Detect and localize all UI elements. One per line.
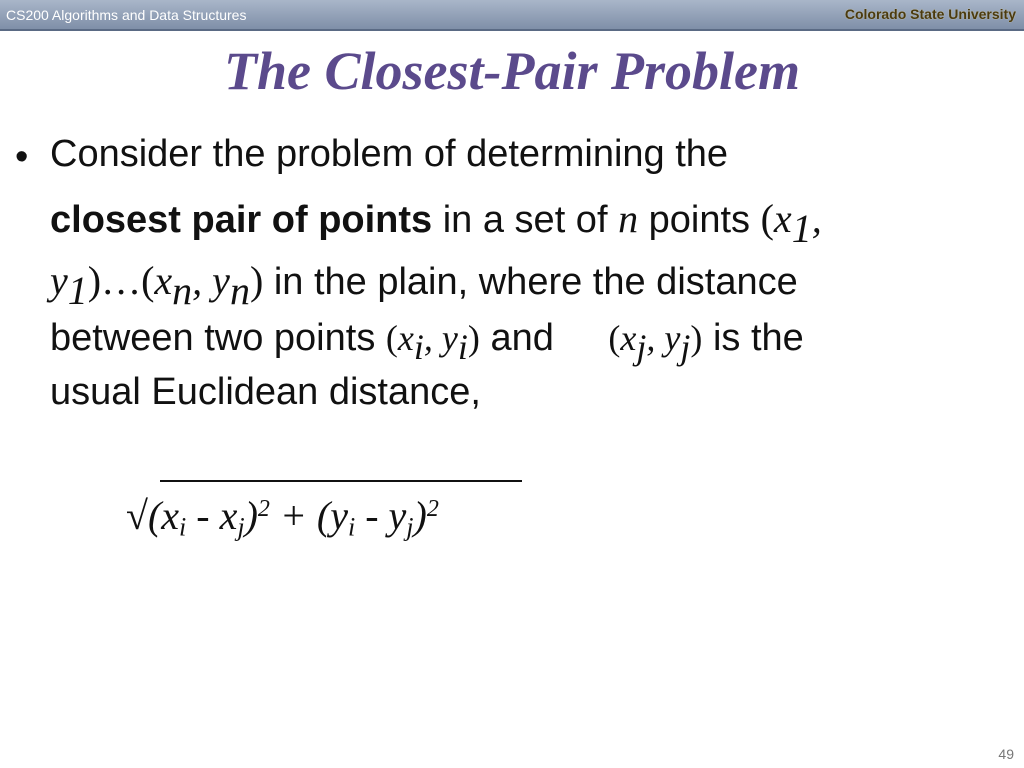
ellipsis-paren: )…( [87,258,155,303]
paren-close: ) [690,318,703,358]
comma: , [423,318,442,358]
var-yn: y [212,258,230,303]
sqrt-symbol: √ [126,493,148,538]
paren-open: ( [760,196,774,241]
university-name: Colorado State University [844,6,1016,22]
comma: , [646,318,665,358]
line-5-text: usual Euclidean distance, [50,371,481,413]
var-y1: y [50,258,68,303]
sub-1: 1 [791,206,812,251]
paren-close: ) [467,318,480,358]
bullet-line-3 [50,257,798,313]
and-text: and [479,317,565,359]
sub-1: 1 [67,268,88,313]
formula-part: - y [355,493,407,538]
formula-exponent-2: 2 [426,495,439,522]
comma: , [192,258,213,303]
line-2-text: in a set of [432,199,619,241]
formula-part: ) [244,493,258,538]
slide-header-bar [0,0,1024,31]
paren-open: ( [385,318,398,358]
course-name: CS200 Algorithms and Data Structures [6,7,247,23]
formula-exponent-2: 2 [257,495,270,522]
paren-open: ( [608,318,621,358]
comma: , [811,196,822,241]
formula-part: + (y [269,493,348,538]
sub-n: n [172,268,193,313]
bullet-marker: • [15,136,29,178]
var-xn: x [154,258,173,303]
euclidean-distance-formula [126,492,439,542]
closest-pair-emphasis: closest pair of points [50,199,433,241]
bullet-line-5 [50,371,481,414]
bullet-line-2 [50,195,822,251]
formula-part: - x [186,493,238,538]
formula-sub-j: j [406,512,414,542]
variable-n: n [618,196,639,241]
formula-part: ) [413,493,427,538]
var-yi: y [441,318,458,358]
line-2-points: points [638,199,761,241]
sub-n: n [229,268,250,313]
formula-sub-i: i [347,512,356,542]
formula-sub-i: i [179,512,187,542]
formula-sub-j: j [237,512,245,542]
slide-title: The Closest-Pair Problem [224,41,800,101]
sub-i: i [413,327,424,367]
sub-j: j [680,327,691,367]
bullet-line-1 [50,133,728,176]
sub-j: j [636,327,647,367]
var-x1: x [773,196,792,241]
bullet-line-4 [50,317,804,367]
line-3-text: in the plain, where the distance [263,261,798,303]
line-1-text: Consider the problem of determining the [50,133,729,175]
formula-part: (x [147,493,180,538]
page-number: 49 [998,746,1014,762]
sub-i: i [457,327,468,367]
radical-overline [160,480,522,482]
line-4-text: between two points [50,317,386,359]
paren-close: ) [249,258,264,303]
var-xj: x [620,318,637,358]
var-yj: y [664,318,681,358]
line-4-end: is the [702,317,804,359]
var-xi: x [397,318,414,358]
